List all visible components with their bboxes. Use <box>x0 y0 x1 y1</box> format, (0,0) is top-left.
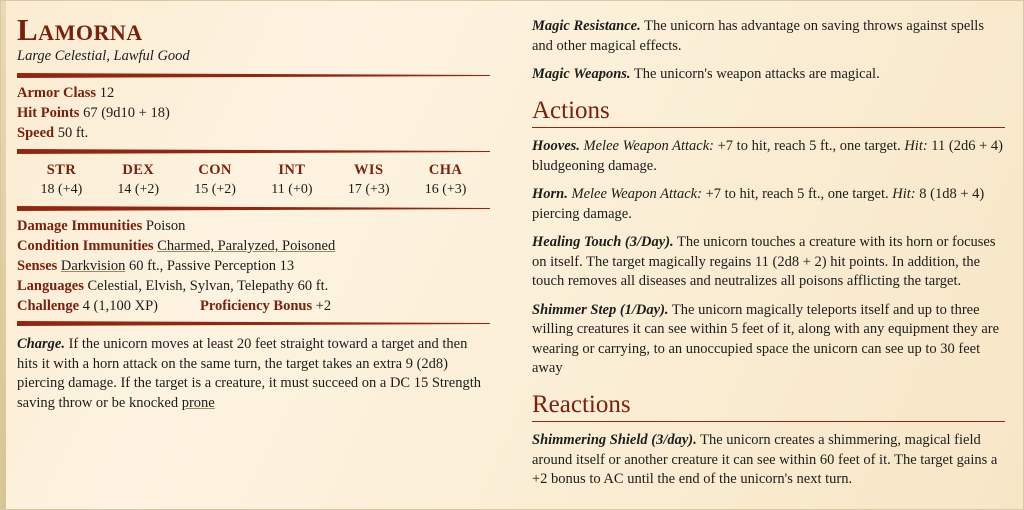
damage-immunities-line <box>17 217 490 236</box>
trait-magic-weapons <box>532 65 1005 85</box>
armor-class-label: Armor Class <box>17 85 97 101</box>
action-horn-name: Horn. <box>532 186 568 202</box>
trait-magic-weapons-text: The unicorn's weapon attacks are magical. <box>630 66 880 82</box>
armor-class-line <box>17 84 490 103</box>
reactions-heading: Reactions <box>532 390 631 418</box>
trait-charge-name: Charge. <box>17 336 65 352</box>
action-hooves-hit-text: 11 (2d6 + 4) bludgeoning damage. <box>532 138 1003 174</box>
action-horn-hit-text: 8 (1d8 + 4) piercing damage. <box>532 186 985 222</box>
ability-con <box>177 162 254 198</box>
ability-con-value: 15 (+2) <box>194 182 236 197</box>
reaction-shimmering-shield-name: Shimmering Shield (3/day). <box>532 432 697 448</box>
action-hooves-name: Hooves. <box>532 138 580 154</box>
ability-wis <box>330 162 407 198</box>
right-column-spacer <box>532 11 1005 13</box>
action-horn-attack-label: Melee Weapon Attack: <box>567 186 702 202</box>
trait-charge-link[interactable]: prone <box>181 394 215 411</box>
statblock-left-column <box>1 1 512 509</box>
ability-cha-value: 16 (+3) <box>424 182 467 197</box>
ability-int <box>253 162 330 198</box>
action-hooves <box>532 137 1005 176</box>
reactions-heading-rule <box>532 421 1005 423</box>
challenge-line <box>17 298 158 315</box>
challenge-label: Challenge <box>17 298 80 314</box>
senses-line <box>17 257 490 276</box>
trait-charge <box>17 335 490 413</box>
ability-scores <box>17 160 490 200</box>
ability-dex-label: DEX <box>122 162 155 178</box>
senses-label: Senses <box>17 258 58 274</box>
speed-line <box>17 124 490 143</box>
proficiency-bonus-value: +2 <box>315 298 332 314</box>
ability-cha-label: CHA <box>428 162 463 178</box>
action-shimmer-step-name: Shimmer Step (1/Day). <box>532 301 669 318</box>
ability-dex <box>100 162 177 198</box>
ability-str <box>23 162 100 198</box>
trait-magic-weapons-name: Magic Weapons. <box>532 66 631 82</box>
ability-cha <box>407 162 484 198</box>
speed-label: Speed <box>17 125 55 141</box>
damage-immunities-label: Damage Immunities <box>17 218 143 234</box>
senses-value: 60 ft., Passive Perception 13 <box>128 258 295 274</box>
ability-int-value: 11 (+0) <box>271 182 313 197</box>
action-healing-touch <box>532 233 1005 292</box>
action-hooves-attack-text: +7 to hit, reach 5 ft., one target. <box>714 138 905 154</box>
hit-points-label: Hit Points <box>17 105 80 121</box>
action-hooves-attack-label: Melee Weapon Attack: <box>579 138 714 154</box>
trait-charge-text: If the unicorn moves at least 20 feet straight toward a target and then hits it with a horn attack on the same turn, the target takes an extra 9 (2d8) piercing damage. If the target is a creature, it must succeed on a DC 15 Strength saving throw or be knocked <box>17 336 481 411</box>
languages-value: Celestial, Elvish, Sylvan, Telepathy 60 ft. <box>87 278 329 294</box>
hit-points-line <box>17 104 490 123</box>
action-shimmer-step-text: The unicorn magically teleports itself and up to three willing creatures it can see within 5 feet of it, along with any equipment they are wearing or carrying, to an unoccupied space the unicorn can see up to 30 feet away <box>532 301 1000 376</box>
reaction-shimmering-shield <box>532 431 1005 490</box>
action-horn <box>532 185 1005 224</box>
action-healing-touch-name: Healing Touch (3/Day). <box>532 234 674 250</box>
creature-subtitle: Large Celestial, Lawful Good <box>17 48 190 64</box>
action-horn-attack-text: +7 to hit, reach 5 ft., one target. <box>701 186 893 202</box>
statblock-right-column <box>512 1 1023 509</box>
action-hooves-hit-label: Hit: <box>904 138 928 154</box>
challenge-row <box>17 298 490 315</box>
action-healing-touch-text: The unicorn touches a creature with its horn or focuses on itself. The target magically regains 11 (2d8 + 2) hit points. In addition, the touch removes all diseases and neutralizes all poisons afflicting the target. <box>532 234 996 289</box>
condition-immunities-line <box>17 237 490 256</box>
ability-dex-value: 14 (+2) <box>117 182 160 197</box>
actions-heading: Actions <box>532 96 610 124</box>
ability-con-label: CON <box>198 162 232 178</box>
ability-int-label: INT <box>278 162 306 178</box>
divider-top <box>17 73 490 78</box>
proficiency-bonus-line <box>200 298 331 315</box>
ability-str-value: 18 (+4) <box>40 182 83 197</box>
proficiency-bonus-label: Proficiency Bonus <box>199 298 313 314</box>
languages-label: Languages <box>17 278 84 294</box>
hit-points-value: 67 (9d10 + 18) <box>83 105 170 121</box>
trait-magic-resistance <box>532 17 1005 56</box>
ability-wis-label: WIS <box>354 162 384 178</box>
divider-below-abilities <box>17 206 490 211</box>
actions-heading-rule <box>532 127 1005 129</box>
armor-class-value: 12 <box>99 85 115 101</box>
action-shimmer-step <box>532 301 1005 379</box>
languages-line <box>17 277 490 296</box>
condition-immunities-value[interactable]: Charmed, Paralyzed, Poisoned <box>157 238 336 254</box>
damage-immunities-value: Poison <box>145 218 186 234</box>
senses-link[interactable]: Darkvision <box>60 258 126 274</box>
action-horn-hit-label: Hit: <box>892 186 916 202</box>
page-title: Lamorna <box>17 12 143 47</box>
trait-magic-resistance-text: The unicorn has advantage on saving throws against spells and other magical effects. <box>532 18 984 54</box>
trait-magic-resistance-name: Magic Resistance. <box>532 18 641 34</box>
speed-value: 50 ft. <box>57 125 89 141</box>
divider-above-abilities <box>17 149 490 154</box>
ability-wis-value: 17 (+3) <box>347 182 390 197</box>
ability-str-label: STR <box>46 162 77 178</box>
divider-above-traits <box>17 321 490 326</box>
reaction-shimmering-shield-text: The unicorn creates a shimmering, magical field around itself or another creature it can see within 60 feet of it. The target gains a +2 bonus to AC until the end of the unicorn's next turn. <box>532 432 998 487</box>
challenge-value: 4 (1,100 XP) <box>82 298 158 314</box>
condition-immunities-label: Condition Immunities <box>17 238 154 254</box>
